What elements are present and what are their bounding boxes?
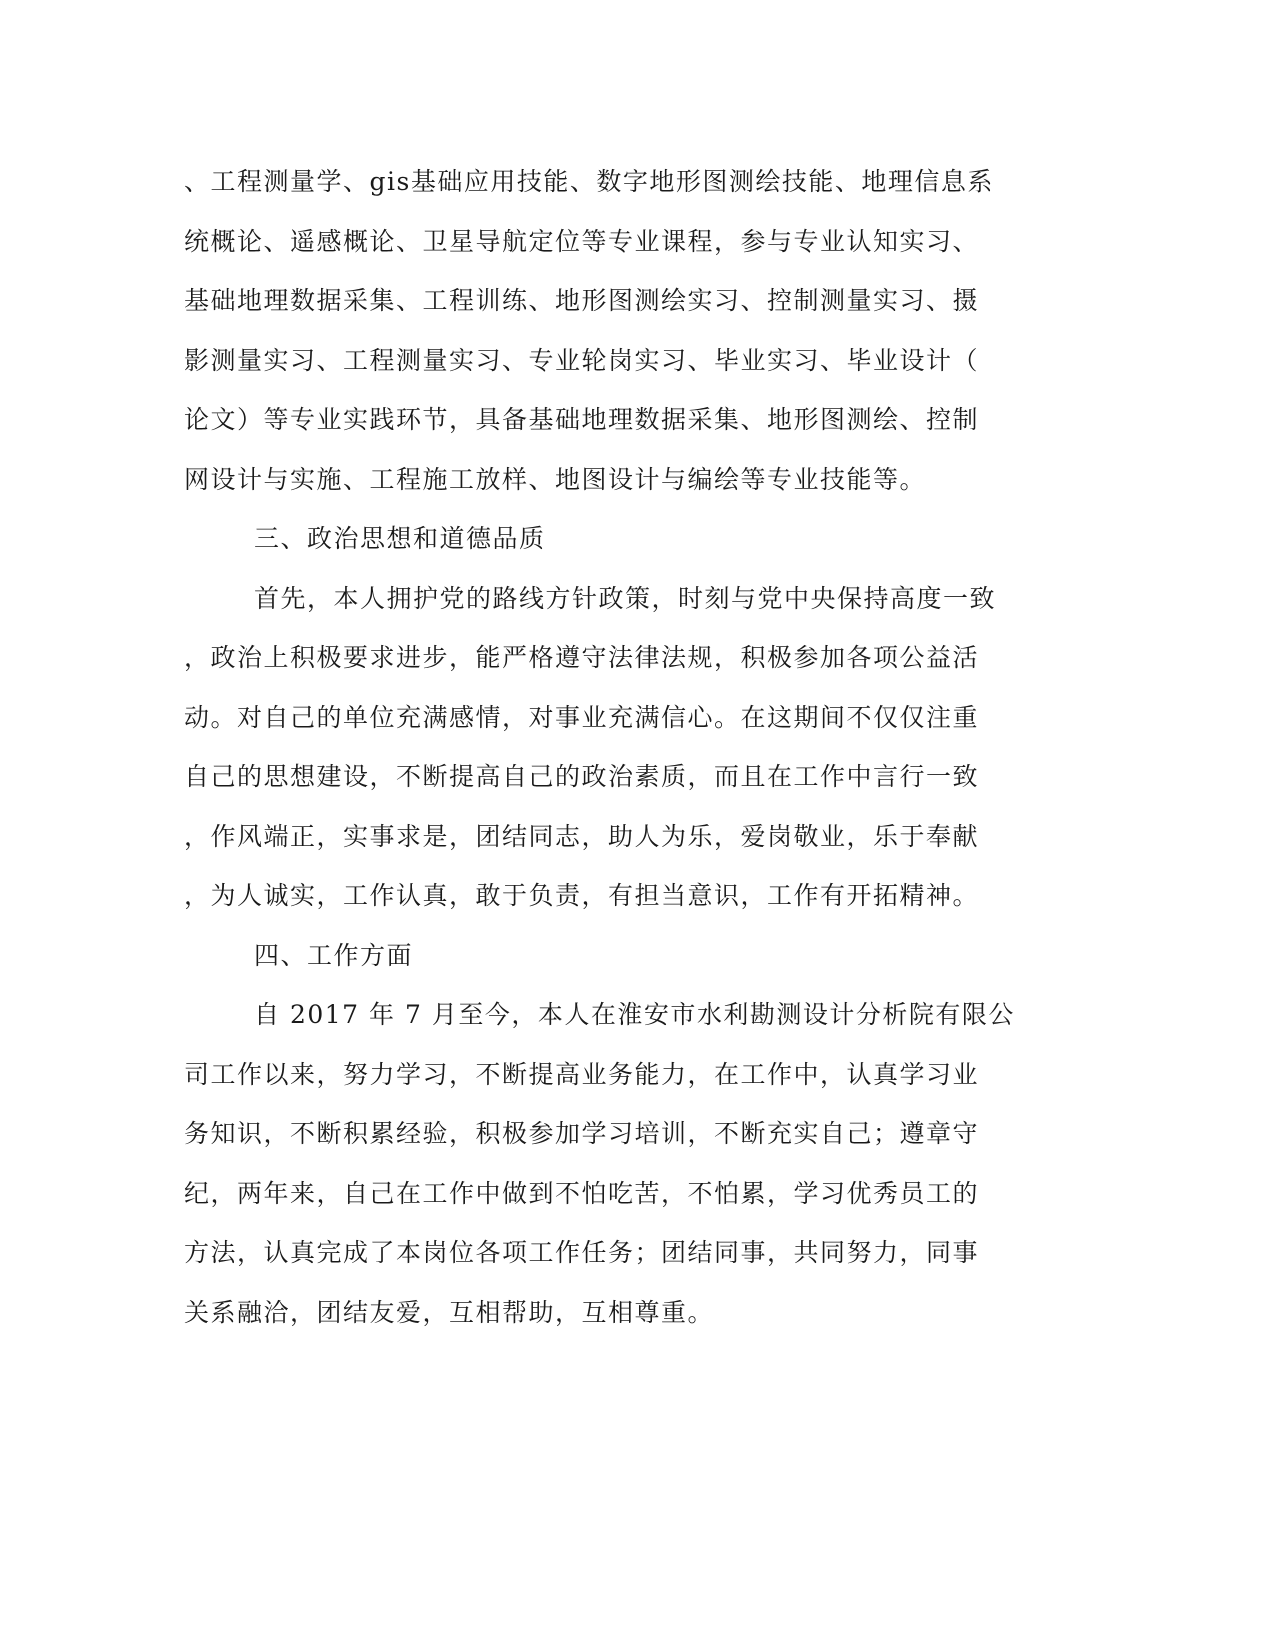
paragraph-line: 纪，两年来，自己在工作中做到不怕吃苦，不怕累，学习优秀员工的 [184, 1178, 980, 1208]
paragraph-line: 自己的思想建设，不断提高自己的政治素质，而且在工作中言行一致 [184, 762, 980, 791]
paragraph-line: ，政治上积极要求进步，能严格遵守法律法规，积极参加各项公益活 [184, 643, 980, 672]
paragraph-line: 司工作以来，努力学习，不断提高业务能力，在工作中，认真学习业 [184, 1059, 980, 1089]
document-body [184, 152, 1046, 1342]
paragraph-line: 统概论、遥感概论、卫星导航定位等专业课程，参与专业认知实习、 [184, 226, 980, 256]
paragraph-line: 、工程测量学、gis基础应用技能、数字地形图测绘技能、地理信息系 [184, 167, 994, 196]
paragraph-line: 影测量实习、工程测量实习、专业轮岗实习、毕业实习、毕业设计（ [184, 345, 980, 375]
paragraph-line: 务知识，不断积累经验，积极参加学习培训，不断充实自己；遵章守 [184, 1119, 980, 1148]
paragraph-line: 自 2017 年 7 月至今，本人在淮安市水利勘测设计分析院有限公 [254, 1000, 1015, 1029]
paragraph-line: 方法，认真完成了本岗位各项工作任务；团结同事，共同努力，同事 [184, 1238, 980, 1267]
paragraph-line: 基础地理数据采集、工程训练、地形图测绘实习、控制测量实习、摄 [184, 286, 980, 315]
paragraph-line: 首先，本人拥护党的路线方针政策，时刻与党中央保持高度一致 [254, 583, 997, 613]
paragraph-line: 关系融洽，团结友爱，互相帮助，互相尊重。 [184, 1297, 715, 1327]
paragraph-line: ，作风端正，实事求是，团结同志，助人为乐，爱岗敬业，乐于奉献 [184, 821, 980, 851]
paragraph-line: ，为人诚实，工作认真，敢于负责，有担当意识，工作有开拓精神。 [184, 881, 980, 910]
section-heading-work: 四、工作方面 [254, 940, 414, 970]
paragraph-line: 论文）等专业实践环节，具备基础地理数据采集、地形图测绘、控制 [184, 405, 980, 434]
paragraph-line: 网设计与实施、工程施工放样、地图设计与编绘等专业技能等。 [184, 464, 927, 494]
section-heading-politics: 三、政治思想和道德品质 [254, 524, 546, 553]
paragraph-line: 动。对自己的单位充满感情，对事业充满信心。在这期间不仅仅注重 [184, 702, 980, 732]
